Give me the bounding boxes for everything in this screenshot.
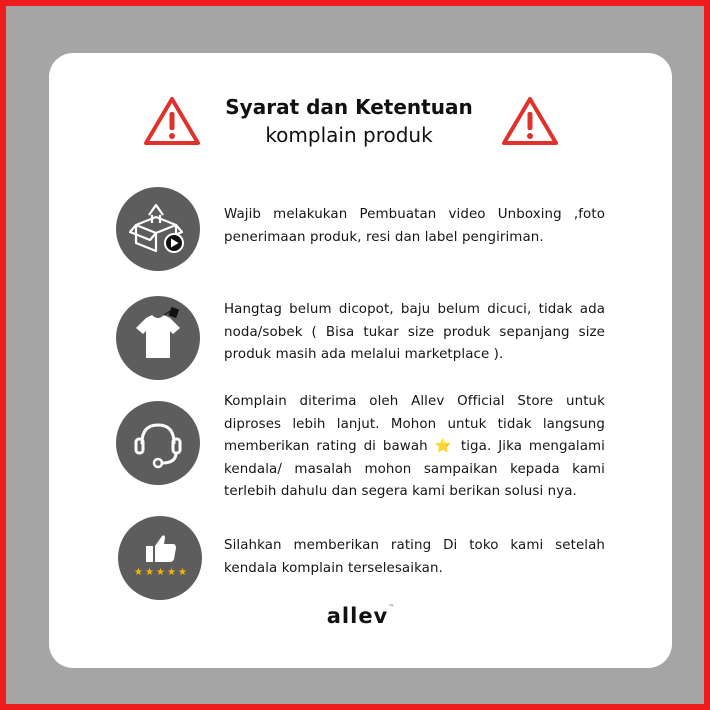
svg-text:★: ★: [134, 567, 143, 578]
brand-name: allev: [326, 604, 389, 628]
warning-triangle-icon: [501, 95, 559, 147]
item-4-text: Silahkan memberikan rating Di toko kami setelah kendala komplain terselesaikan.: [224, 538, 605, 576]
svg-text:★: ★: [178, 567, 187, 578]
tshirt-tag-icon: [116, 296, 200, 380]
thumbs-up-rating-icon: [118, 516, 202, 600]
item-3-text: Komplain diterima oleh Allev Official Store untuk diproses lebih lanjut. Mohon untuk tidak langsung memberikan rating di bawah ⭐ tiga. Jika mengalami kendala/ masalah mohon sampaikan kepada kami terlebih dahulu dan segera kami berikan solusi nya.: [224, 394, 605, 499]
brand-trademark: ™: [388, 604, 395, 611]
item-1-text: Wajib melakukan Pembuatan video Unboxing ,foto penerimaan produk, resi dan label pengiriman.: [224, 207, 605, 245]
subtitle-text: komplain produk: [265, 123, 433, 147]
warning-triangle-icon: [143, 95, 201, 147]
svg-text:★: ★: [145, 567, 154, 578]
svg-text:★: ★: [156, 567, 165, 578]
unboxing-video-icon: [116, 187, 200, 271]
terms-card: [49, 53, 672, 668]
svg-text:★: ★: [167, 567, 176, 578]
title-text: Syarat dan Ketentuan: [225, 95, 473, 119]
brand-logo: [49, 604, 672, 628]
page-title: [199, 93, 499, 149]
item-2-text: Hangtag belum dicopot, baju belum dicuci, tidak ada noda/sobek ( Bisa tukar size produk sepanjang size produk masih ada melalui marketplace ).: [224, 302, 605, 362]
headset-icon: [116, 401, 200, 485]
